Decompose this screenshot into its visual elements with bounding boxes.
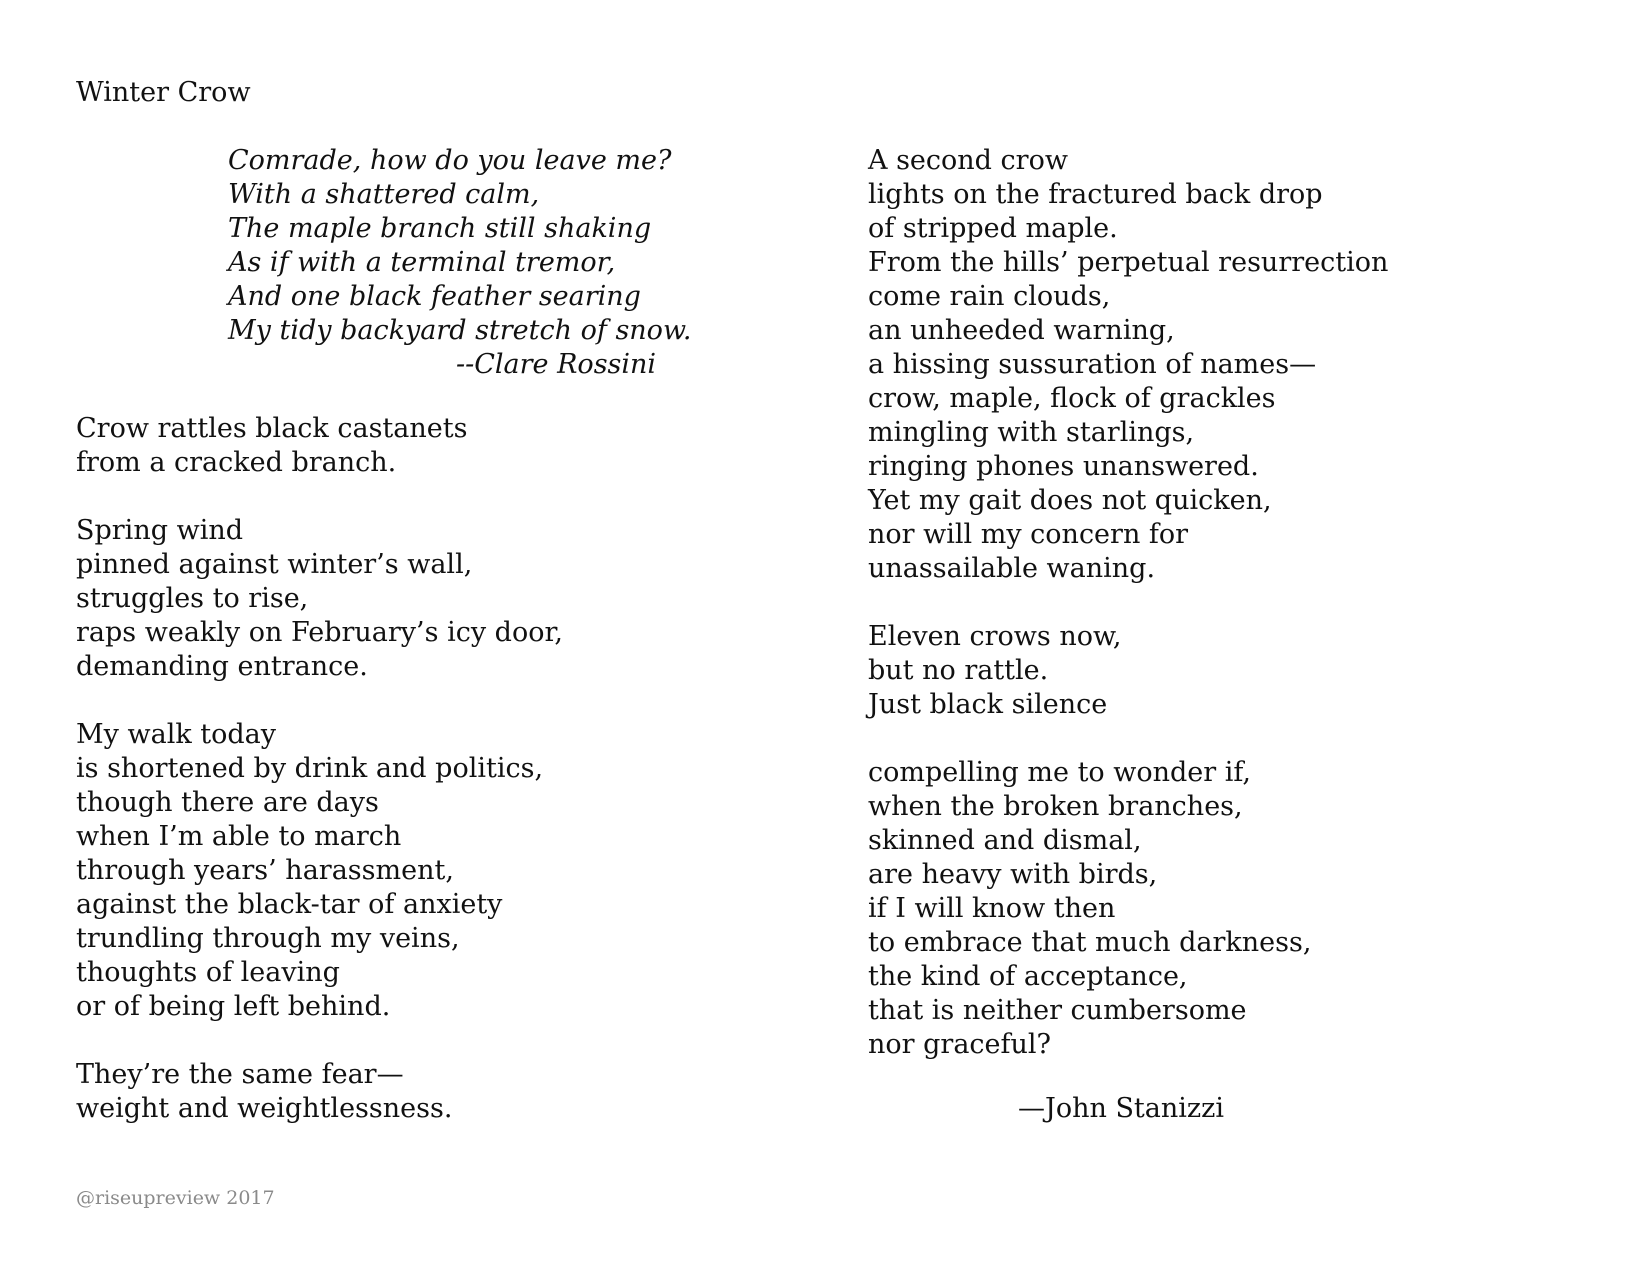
poem-line: from a cracked branch. [76, 447, 397, 478]
poem-line: pinned against winter’s wall, [76, 549, 473, 580]
poem-line: come rain clouds, [868, 281, 1111, 312]
stanza [868, 144, 1388, 586]
poem-line: From the hills’ perpetual resurrection [868, 247, 1389, 278]
poem-line: ringing phones unanswered. [868, 451, 1259, 482]
poem-line: They’re the same fear— [76, 1059, 404, 1090]
author-signature: —John Stanizzi [1018, 1093, 1224, 1124]
poem-line: an unheeded warning, [868, 315, 1175, 346]
poem-line: trundling through my veins, [76, 923, 460, 954]
poem-line: compelling me to wonder if, [868, 757, 1252, 788]
poem-line: A second crow [868, 145, 1068, 176]
poem-line: nor will my concern for [868, 519, 1189, 550]
epigraph-attribution: --Clare Rossini [456, 349, 657, 380]
poem-line: when I’m able to march [76, 821, 402, 852]
poem-line: Yet my gait does not quicken, [868, 485, 1272, 516]
poem-line: My walk today [76, 719, 277, 750]
poem-line: of stripped maple. [868, 213, 1118, 244]
epigraph-line: The maple branch still shaking [228, 213, 652, 244]
epigraph-line: With a shattered calm, [228, 179, 540, 210]
poem-line: to embrace that much darkness, [868, 927, 1312, 958]
poem-line: the kind of acceptance, [868, 961, 1188, 992]
stanza [76, 514, 563, 684]
right-column [868, 144, 1388, 1096]
poem-line: thoughts of leaving [76, 957, 340, 988]
poem-line: raps weakly on February’s icy door, [76, 617, 563, 648]
poem-line: are heavy with birds, [868, 859, 1158, 890]
poem-line: mingling with starlings, [868, 417, 1195, 448]
poem-line: skinned and dismal, [868, 825, 1142, 856]
poem-line: through years’ harassment, [76, 855, 454, 886]
poem-line: Just black silence [868, 689, 1108, 720]
poem-line: but no rattle. [868, 655, 1049, 686]
copyright-footer: @riseupreview 2017 [76, 1187, 275, 1209]
poem-line: lights on the fractured back drop [868, 179, 1323, 210]
poem-line: Spring wind [76, 515, 243, 546]
stanza [868, 756, 1388, 1062]
poem-line: Crow rattles black castanets [76, 413, 468, 444]
poem-line: demanding entrance. [76, 651, 368, 682]
poem-line: though there are days [76, 787, 379, 818]
stanza [76, 412, 563, 480]
stanza [868, 620, 1388, 722]
epigraph [228, 144, 691, 382]
poem-line: nor graceful? [868, 1029, 1052, 1060]
poem-line: weight and weightlessness. [76, 1093, 453, 1124]
epigraph-line: As if with a terminal tremor, [228, 247, 616, 278]
poem-line: is shortened by drink and politics, [76, 753, 544, 784]
stanza [76, 1058, 563, 1126]
poem-line: Eleven crows now, [868, 621, 1122, 652]
epigraph-line: Comrade, how do you leave me? [228, 145, 672, 176]
poem-title: Winter Crow [76, 77, 251, 108]
epigraph-line: And one black feather searing [228, 281, 641, 312]
stanza [76, 718, 563, 1024]
epigraph-line: My tidy backyard stretch of snow. [228, 315, 692, 346]
poem-line: when the broken branches, [868, 791, 1243, 822]
poem-line: struggles to rise, [76, 583, 309, 614]
poem-line: that is neither cumbersome [868, 995, 1247, 1026]
poem-line: against the black-tar of anxiety [76, 889, 503, 920]
poem-line: crow, maple, flock of grackles [868, 383, 1276, 414]
poem-line: if I will know then [868, 893, 1116, 924]
poem-line: a hissing sussuration of names— [868, 349, 1317, 380]
poem-line: unassailable waning. [868, 553, 1156, 584]
left-column [76, 412, 563, 1160]
poem-line: or of being left behind. [76, 991, 391, 1022]
